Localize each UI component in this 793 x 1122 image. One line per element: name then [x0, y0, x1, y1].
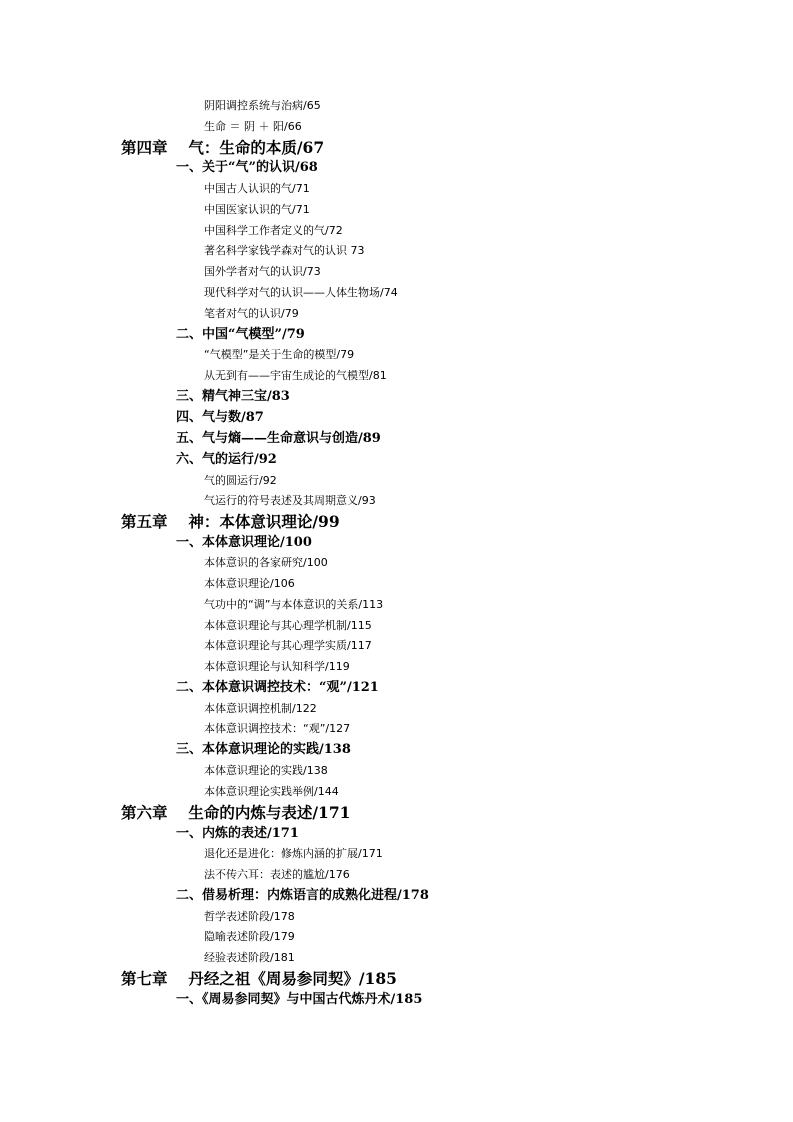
toc-entry: 气的圆运行/92 [204, 474, 277, 487]
toc-entry: 本体意识理论实践举例/144 [204, 785, 339, 798]
toc-section-heading: 一、《周易参同契》与中国古代炼丹术/185 [176, 992, 423, 1007]
toc-section-heading: 五、气与熵——生命意识与创造/89 [176, 431, 381, 446]
toc-section-heading: 二、本体意识调控技术：“观”/121 [176, 680, 379, 695]
toc-entry: 中国古人认识的气/71 [204, 182, 310, 195]
toc-entry: 本体意识理论与其心理学实质/117 [204, 639, 372, 652]
toc-section-heading: 一、本体意识理论/100 [176, 535, 312, 550]
toc-entry: 笔者对气的认识/79 [204, 307, 299, 320]
toc-chapter-heading: 第五章 神：本体意识理论/99 [121, 512, 340, 531]
toc-entry: 现代科学对气的认识——人体生物场/74 [204, 286, 398, 299]
toc-entry: 法不传六耳：表述的尴尬/176 [204, 868, 350, 881]
toc-entry: 哲学表述阶段/178 [204, 910, 295, 923]
toc-section-heading: 六、气的运行/92 [176, 452, 277, 467]
toc-section-heading: 三、本体意识理论的实践/138 [176, 742, 351, 757]
toc-section-heading: 二、中国“气模型”/79 [176, 327, 305, 342]
toc-entry: 经验表述阶段/181 [204, 951, 295, 964]
toc-entry: 生命 ＝ 阴 ＋ 阳/66 [204, 120, 302, 133]
toc-section-heading: 一、内炼的表述/171 [176, 826, 299, 841]
toc-section-heading: 一、关于“气”的认识/68 [176, 160, 318, 175]
toc-entry: 本体意识理论/106 [204, 577, 295, 590]
toc-entry: 本体意识理论与认知科学/119 [204, 660, 350, 673]
toc-chapter-heading: 第七章 丹经之祖《周易参同契》/185 [121, 969, 397, 988]
toc-section-heading: 二、借易析理：内炼语言的成熟化进程/178 [176, 888, 429, 903]
toc-entry: 本体意识理论的实践/138 [204, 764, 328, 777]
toc-entry: 气运行的符号表述及其周期意义/93 [204, 494, 376, 507]
toc-entry: 本体意识理论与其心理学机制/115 [204, 619, 372, 632]
toc-entry: 国外学者对气的认识/73 [204, 265, 321, 278]
toc-entry: 本体意识的各家研究/100 [204, 556, 328, 569]
toc-entry: 中国科学工作者定义的气/72 [204, 224, 343, 237]
toc-section-heading: 四、气与数/87 [176, 410, 264, 425]
toc-chapter-heading: 第四章 气：生命的本质/67 [121, 138, 325, 157]
toc-entry: “气模型”是关于生命的模型/79 [204, 348, 355, 361]
toc-entry: 著名科学家钱学森对气的认识 73 [204, 244, 365, 257]
toc-entry: 阴阳调控系统与治病/65 [204, 99, 321, 112]
toc-entry: 隐喻表述阶段/179 [204, 930, 295, 943]
toc-entry: 中国医家认识的气/71 [204, 203, 310, 216]
toc-section-heading: 三、精气神三宝/83 [176, 389, 290, 404]
toc-entry: 从无到有——宇宙生成论的气模型/81 [204, 369, 387, 382]
toc-entry: 本体意识调控机制/122 [204, 702, 317, 715]
toc-chapter-heading: 第六章 生命的内炼与表述/171 [121, 803, 351, 822]
toc-entry: 本体意识调控技术：“观”/127 [204, 722, 351, 735]
toc-entry: 退化还是进化：修炼内涵的扩展/171 [204, 847, 383, 860]
toc-entry: 气功中的“调”与本体意识的关系/113 [204, 598, 384, 611]
